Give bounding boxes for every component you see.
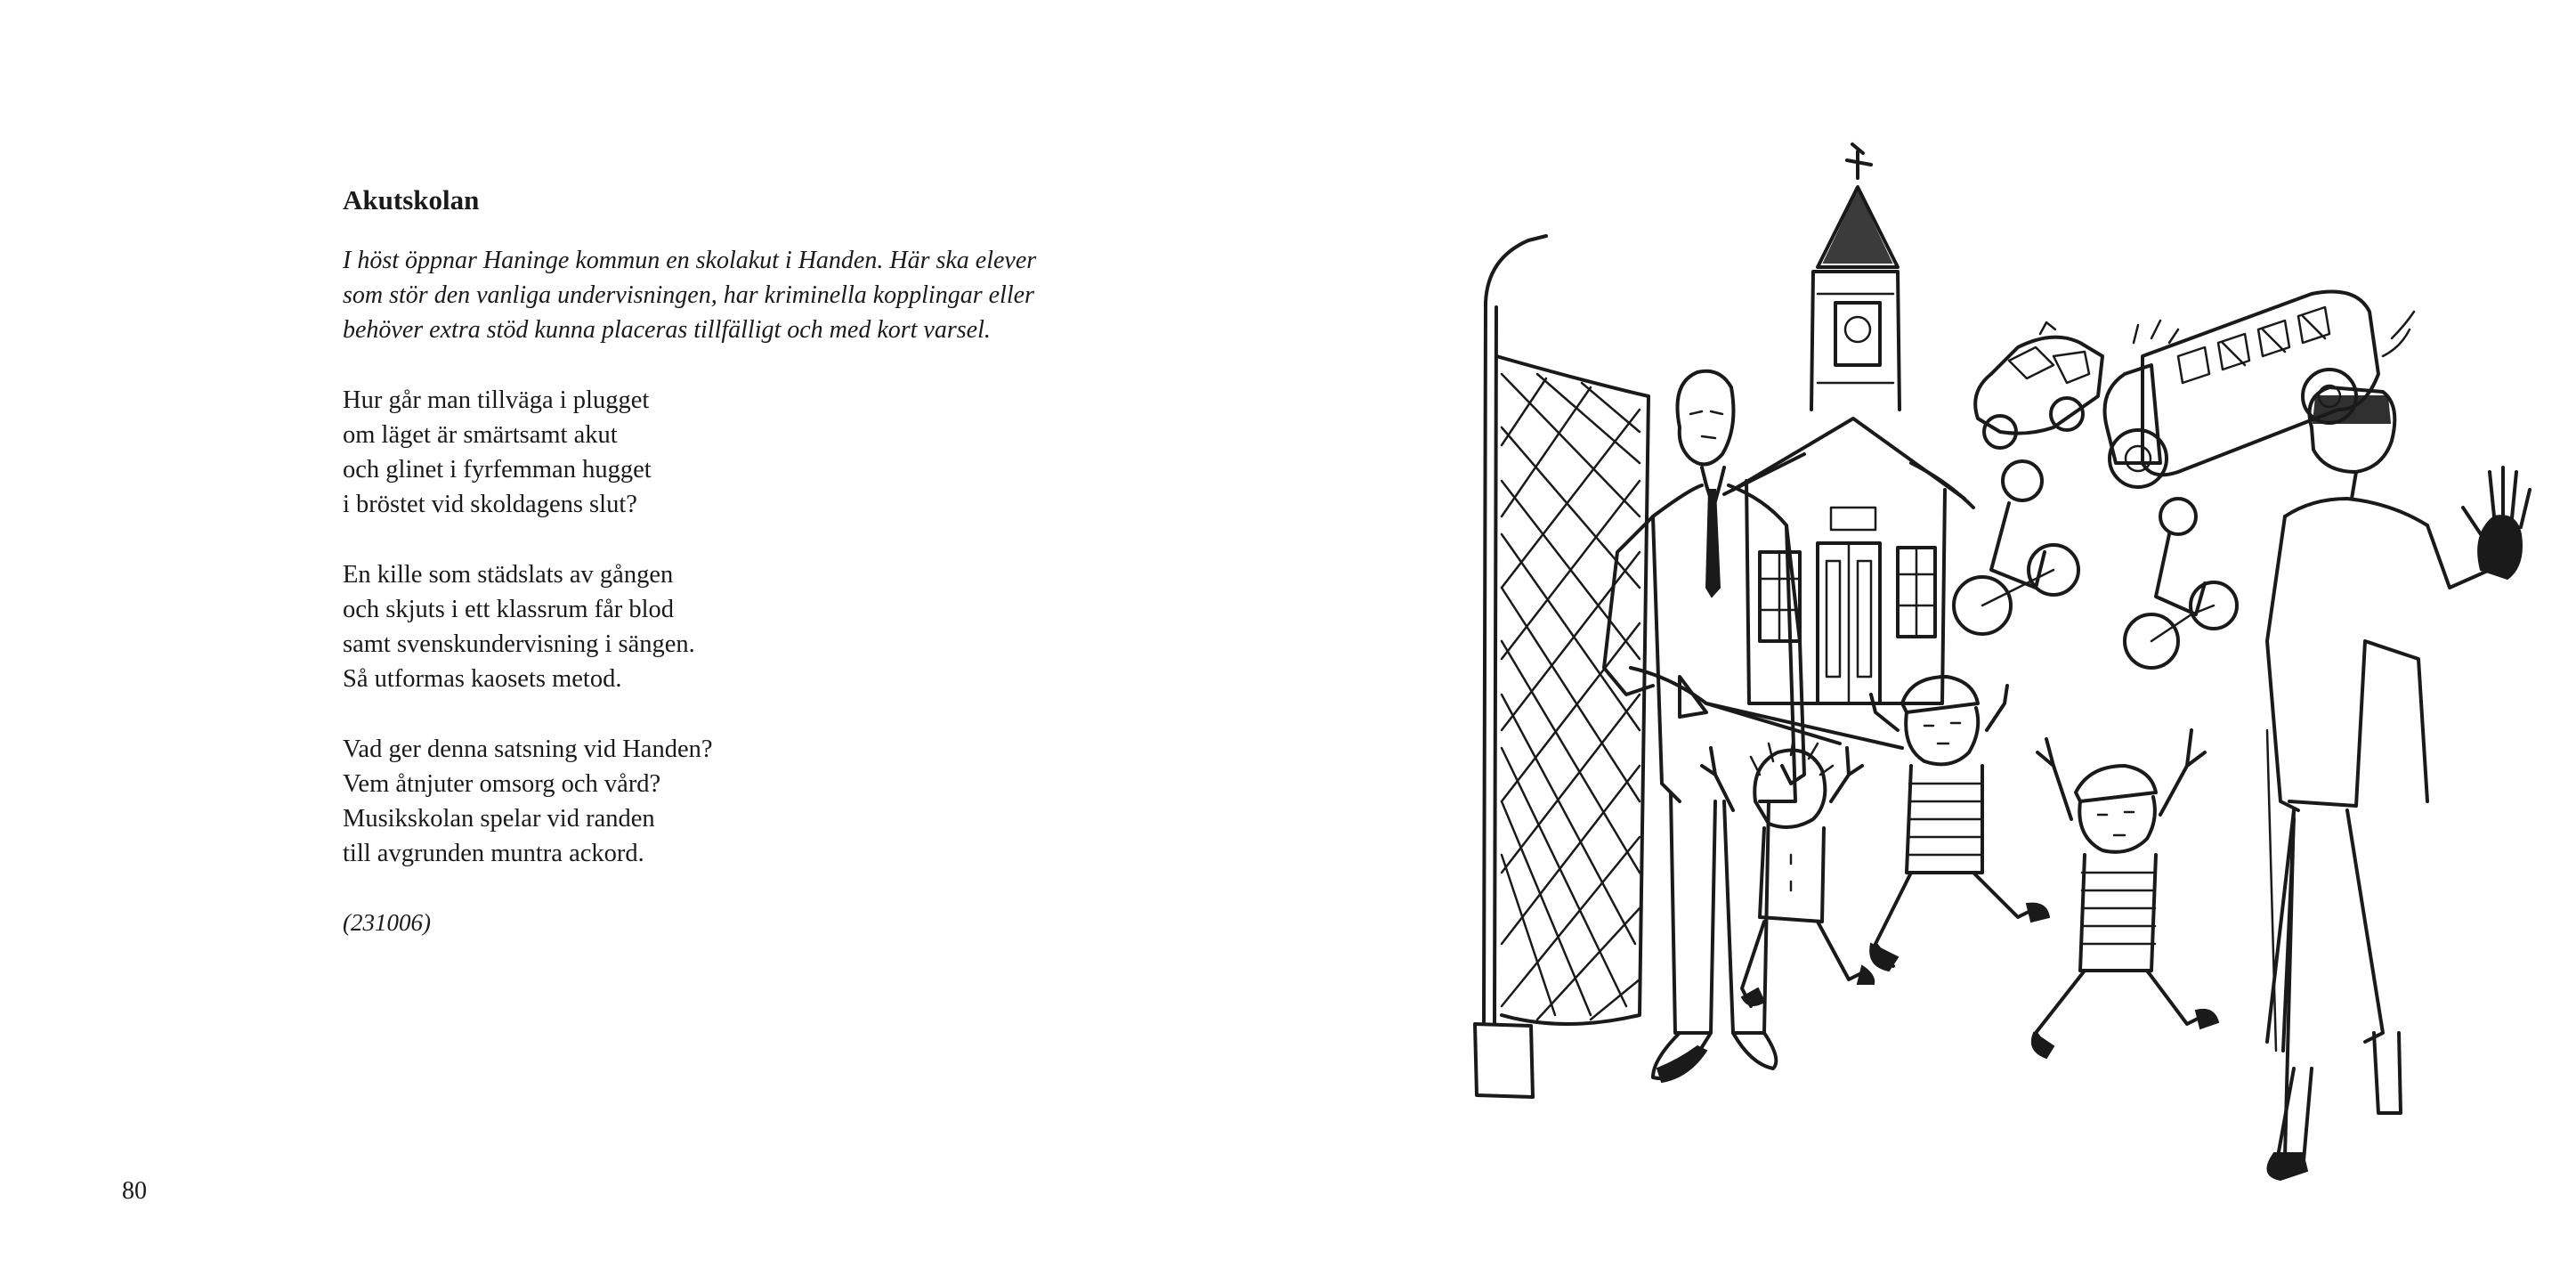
cyclist-icon [2125,499,2237,668]
verse-line: samt svenskundervisning i sängen. [343,630,695,658]
clock-tower-icon [1811,144,1900,410]
verse-line: Så utformas kaosets metod. [343,665,622,693]
car-icon [1975,322,2102,448]
ink-illustration [1413,89,2561,1202]
intro-line: I höst öppnar Haninge kommun en skolakut i Handen. Här ska elever [343,247,1037,274]
cyclist-icon [1954,461,2078,634]
poem-title: Akutskolan [343,184,480,215]
verse-line: och skjuts i ett klassrum får blod [343,596,675,623]
right-page [1288,0,2576,1284]
verse-line: Hur går man tillväga i plugget [343,386,650,414]
date-note: (231006) [343,909,431,936]
intro-line: behöver extra stöd kunna placeras tillfälligt och med kort varsel. [343,316,991,344]
stanza-1 [343,383,1144,522]
verse-line: och glinet i fyrfemman hugget [343,456,652,484]
child-figure [1870,677,2049,971]
verse-line: Musikskolan spelar vid randen [343,805,655,833]
verse-line: Vad ger denna satsning vid Handen? [343,735,713,763]
verse-line: En kille som städslats av gången [343,561,674,589]
verse-line: i bröstet vid skoldagens slut? [343,491,637,518]
poem-block [343,183,1144,939]
verse-line: om läget är smärtsamt akut [343,421,618,449]
verse-line: Vem åtnjuter omsorg och vård? [343,770,661,798]
school-building-icon [1724,419,1973,703]
stanza-3 [343,732,1144,871]
page-number: 80 [122,1177,147,1205]
illustration-svg [1413,89,2561,1202]
poem-intro [343,243,1144,347]
intro-line: som stör den vanliga undervisningen, har kriminella kopplingar eller [343,281,1034,309]
verse-line: till avgrunden muntra ackord. [343,840,644,867]
guard-figure [2267,387,2530,1180]
child-figure [2032,730,2218,1058]
fence-icon [1475,236,1648,1097]
stanza-2 [343,557,1144,696]
